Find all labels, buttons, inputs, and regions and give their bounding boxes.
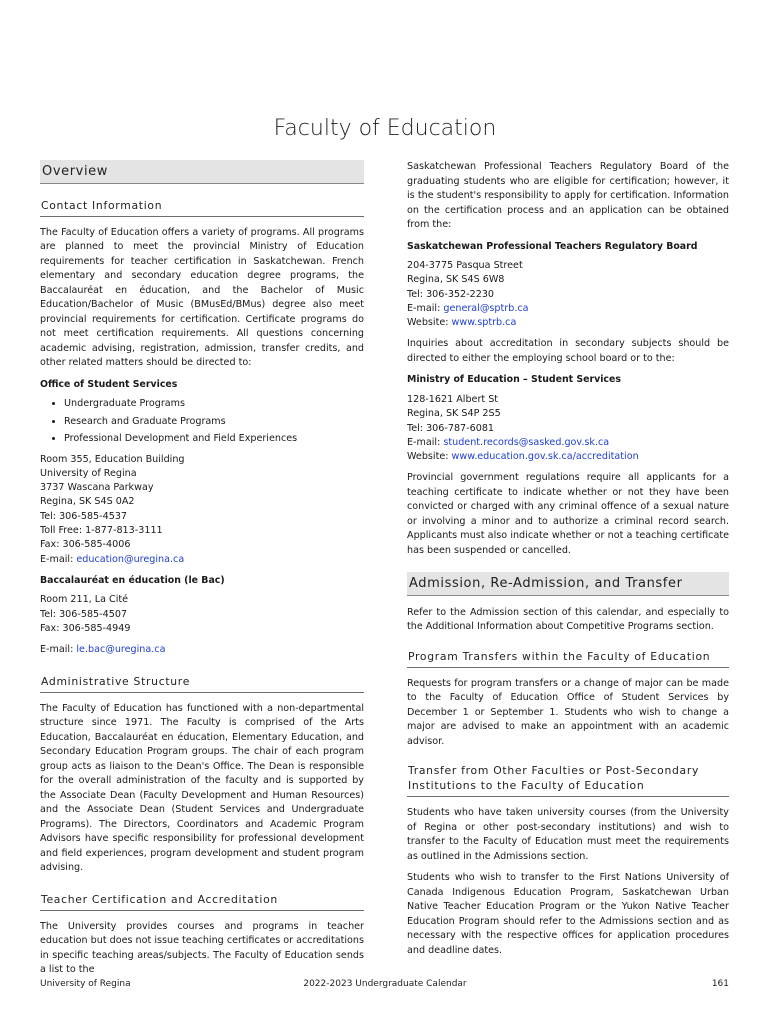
footer-page-number: 161	[711, 979, 729, 989]
left-column	[40, 160, 364, 985]
address-line: Tel: 306-585-4507	[40, 608, 128, 620]
cert-heading: Teacher Certification and Accreditation	[40, 892, 364, 911]
address-line: University of Regina	[40, 467, 137, 479]
oss-list	[40, 397, 364, 447]
transfers-text: Requests for program transfers or a change of major can be made to the Faculty of Education Office of Student Services by December 1 or September 1. Students who wish to change a major are advised to make an appointment with an academic advisor.	[407, 677, 729, 747]
sptrb-address	[407, 259, 729, 330]
address-line: 204-3775 Pasqua Street	[407, 260, 523, 271]
address-line: Tel: 306-352-2230	[407, 288, 495, 300]
email-label: E-mail:	[407, 436, 444, 448]
email-label: E-mail:	[40, 553, 77, 565]
sptrb-web-line	[407, 316, 729, 330]
contact-info-heading: Contact Information	[40, 198, 364, 217]
address-line: Toll Free: 1-877-813-3111	[40, 524, 163, 536]
list-item: • Professional Development and Field Experiences	[64, 432, 364, 447]
ministry-email-link[interactable]: student.records@sasked.gov.sk.ca	[443, 436, 610, 448]
regulations-text: Provincial government regulations require all applicants for a teaching certificate to indicate whether or not they have been convicted or charged with any criminal offence of a sexual nature or involving a minor and to authorize a criminal record search. Applicants must also indicate whether or not a teaching certificate has been suspended or cancelled.	[407, 472, 729, 556]
admin-text: The Faculty of Education has functioned with a non-departmental structure since 1971. The Faculty is comprised of the Arts Education, Baccalauréat en éducation, Elementary Education, and Secondary Education Program groups. The chair of each program group acts as liaison to the Dean's Office. The Dean is responsible for the overall administration of the faculty and is supported by the Associate Dean (Faculty Development and Human Resources) and the Associate Dean (Student Services and Undergraduate Programs). The Directors, Coordinators and Academic Program Advisors have specific responsibility for professional development and field experiences, program development and student program advising.	[40, 702, 364, 874]
bac-email-line	[40, 643, 364, 657]
oss-email-link[interactable]: education@uregina.ca	[76, 553, 185, 565]
ministry-web-line	[407, 450, 729, 464]
ministry-address	[407, 393, 729, 464]
address-line: Regina, SK S4S 6W8	[407, 274, 505, 286]
other-transfer-text-1: Students who have taken university courses (from the University of Regina or other post-secondary institutions) and wish to transfer to the Faculty of Education must meet the requirements as outlined in the Admissions section.	[407, 807, 729, 862]
page-title: Faculty of Education	[273, 116, 497, 141]
email-label: E-mail:	[40, 644, 77, 656]
bac-email-link[interactable]: le.bac@uregina.ca	[76, 644, 166, 656]
address-line: Room 211, La Cité	[40, 594, 129, 606]
address-line: Fax: 306-585-4949	[40, 622, 131, 634]
admin-heading: Administrative Structure	[40, 674, 364, 693]
right-column	[407, 160, 729, 965]
overview-heading: Overview	[40, 160, 364, 184]
email-label: E-mail:	[407, 302, 444, 314]
address-line: 128-1621 Albert St	[407, 393, 499, 405]
other-transfer-heading: Transfer from Other Faculties or Post-Secondary Institutions to the Faculty of Education	[407, 763, 729, 797]
address-line: Tel: 306-585-4537	[40, 510, 128, 522]
oss-heading: Office of Student Services	[40, 378, 178, 390]
address-line: Fax: 306-585-4006	[40, 539, 131, 551]
cert-text: The University provides courses and programs in teacher education but does not issue teaching certificates or accreditations in specific teaching areas/subjects. The Faculty of Education sends a list to the	[40, 920, 364, 976]
sptrb-heading: Saskatchewan Professional Teachers Regulatory Board	[407, 240, 698, 252]
footer-calendar: 2022-2023 Undergraduate Calendar	[303, 979, 467, 989]
bac-heading: Baccalauréat en éducation (le Bac)	[40, 574, 225, 586]
address-line: Room 355, Education Building	[40, 453, 185, 465]
ministry-website-link[interactable]: www.education.gov.sk.ca/accreditation	[451, 451, 639, 463]
sptrb-email-line	[407, 302, 729, 316]
bac-address	[40, 593, 364, 657]
list-item: • Undergraduate Programs	[64, 397, 364, 412]
inquiries-text: Inquiries about accreditation in secondary subjects should be directed to either the employing school board or to the:	[407, 338, 729, 364]
cert-continued: Saskatchewan Professional Teachers Regulatory Board of the graduating students who are eligible for certification; however, it is the student's responsibility to apply for certification. Information on the certification process and an application can be obtained from the:	[407, 161, 729, 230]
address-line: 3737 Wascana Parkway	[40, 482, 154, 494]
ministry-heading: Ministry of Education – Student Services	[407, 374, 621, 386]
address-line: Regina, SK S4P 2S5	[407, 408, 501, 420]
address-line: Regina, SK S4S 0A2	[40, 496, 135, 508]
list-item: • Research and Graduate Programs	[64, 415, 364, 430]
website-label: Website:	[407, 451, 452, 463]
transfers-heading: Program Transfers within the Faculty of Education	[407, 649, 729, 668]
admission-heading: Admission, Re-Admission, and Transfer	[407, 572, 729, 596]
overview-intro: The Faculty of Education offers a variety of programs. All programs are planned to meet the provincial Ministry of Education requirements for teacher certification in Saskatchewan. French elementary and secondary education degree programs, the Baccalauréat en éducation, and the Bachelor of Music Education/Bachelor of Music (BMusEd/BMus) degree also meet provincial requirements for certification. Certificate programs do not meet certification requirements. All questions concerning academic advising, registration, admission, transfer credits, and other related matters should be directed to:	[40, 226, 364, 368]
address-line: Tel: 306-787-6081	[407, 422, 495, 434]
oss-email-line	[40, 553, 364, 567]
footer-university: University of Regina	[40, 979, 131, 989]
sptrb-website-link[interactable]: www.sptrb.ca	[451, 317, 517, 329]
other-transfer-text-2: Students who wish to transfer to the First Nations University of Canada Indigenous Education Program, Saskatchewan Urban Native Teacher Education Program or the Yukon Native Teacher Education Program should refer to the Admissions section and as necessary with the respective offices for application procedures and deadline dates.	[407, 872, 729, 956]
oss-address	[40, 453, 364, 567]
admission-text: Refer to the Admission section of this calendar, and especially to the Additional Information about Competitive Programs section.	[407, 606, 729, 633]
sptrb-email-link[interactable]: general@sptrb.ca	[443, 302, 529, 314]
ministry-email-line	[407, 436, 729, 450]
website-label: Website:	[407, 317, 452, 329]
